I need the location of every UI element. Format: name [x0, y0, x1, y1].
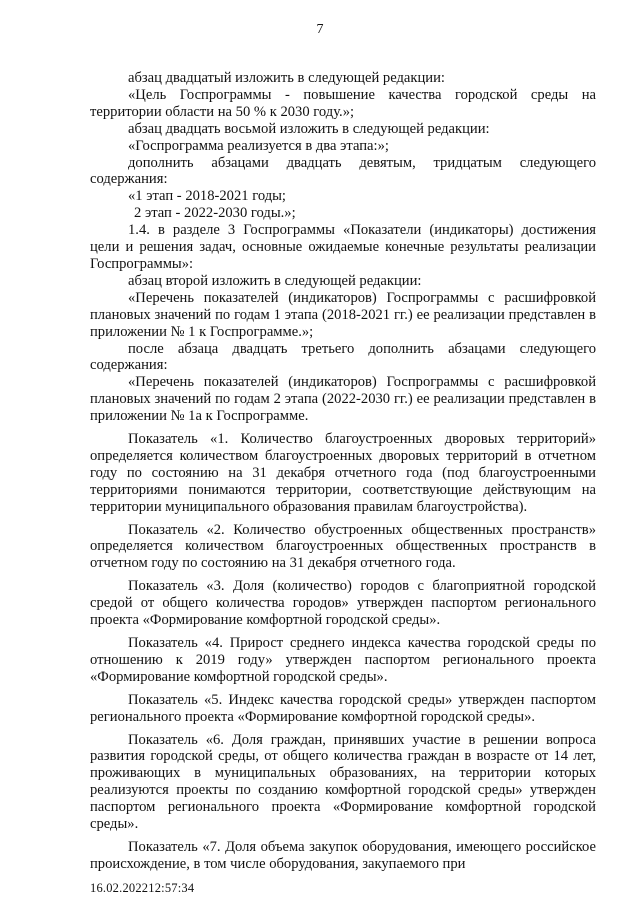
footer-timestamp: 16.02.202212:57:34	[90, 881, 195, 895]
paragraph: Показатель «3. Доля (количество) городов с благоприятной городской средой от общего количества городов» утвержден паспортом регионального проекта «Формирование комфортной городской среды».	[90, 578, 596, 629]
paragraph: Показатель «4. Прирост среднего индекса качества городской среды по отношению к 2019 году» утвержден паспортом регионального проекта «Формирование комфортной городской среды».	[90, 635, 596, 685]
document-body	[90, 70, 596, 873]
paragraph: Показатель «1. Количество благоустроенных дворовых территорий» определяется количеством благоустроенных дворовых территорий в отчетном году по состоянию на 31 декабря отчетного года (под благоустроенными территориями понимаются территории, соответствующие действующим на территории муниципального образования правилам благоустройства).	[90, 431, 596, 515]
paragraph: Показатель «5. Индекс качества городской среды» утвержден паспортом регионального проекта «Формирование комфортной городской среды».	[90, 691, 596, 725]
paragraph: «1 этап - 2018-2021 годы;	[128, 188, 286, 205]
paragraph: Показатель «2. Количество обустроенных общественных пространств» определяется количеством благоустроенных общественных пространств в отчетном году по состоянию на 31 декабря отчетного года.	[90, 521, 596, 572]
paragraph: «Перечень показателей (индикаторов) Госпрограммы с расшифровкой плановых значений по годам 1 этапа (2018-2021 гг.) ее реализации представлен в приложении № 1 к Госпрограмме.»;	[90, 289, 596, 340]
paragraph: 1.4. в разделе 3 Госпрограммы «Показатели (индикаторы) достижения цели и решения задач, основные ожидаемые конечные результаты реализации Госпрограммы»:	[90, 222, 596, 272]
page-number: 7	[316, 22, 324, 37]
paragraph: Показатель «7. Доля объема закупок оборудования, имеющего российское происхождение, в том числе оборудования, закупаемого при	[90, 838, 596, 872]
paragraph: дополнить абзацами двадцать девятым, тридцатым следующего содержания:	[90, 154, 596, 188]
paragraph: «Цель Госпрограммы - повышение качества городской среды на территории области на 50 % к 2030 году.»;	[90, 86, 596, 120]
paragraph: абзац второй изложить в следующей редакции:	[128, 272, 422, 289]
paragraph: абзац двадцатый изложить в следующей редакции:	[128, 70, 445, 86]
paragraph: после абзаца двадцать третьего дополнить абзацами следующего содержания:	[90, 340, 596, 374]
paragraph: «Госпрограмма реализуется в два этапа:»;	[128, 137, 389, 154]
paragraph: Показатель «6. Доля граждан, принявших участие в решении вопроса развития городской среды, от общего количества граждан в возрасте от 14 лет, проживающих в муниципальных образованиях, на территории которых реализуются проекты по созданию комфортной городской среды» утвержден паспортом регионального проекта «Формирование комфортной городской среды».	[90, 731, 596, 833]
paragraph: 2 этап - 2022-2030 годы.»;	[134, 205, 296, 222]
paragraph: абзац двадцать восьмой изложить в следующей редакции:	[128, 120, 490, 137]
paragraph: «Перечень показателей (индикаторов) Госпрограммы с расшифровкой плановых значений по годам 2 этапа (2022-2030 гг.) ее реализации представлен в приложении № 1а к Госпрограмме.	[90, 374, 596, 425]
